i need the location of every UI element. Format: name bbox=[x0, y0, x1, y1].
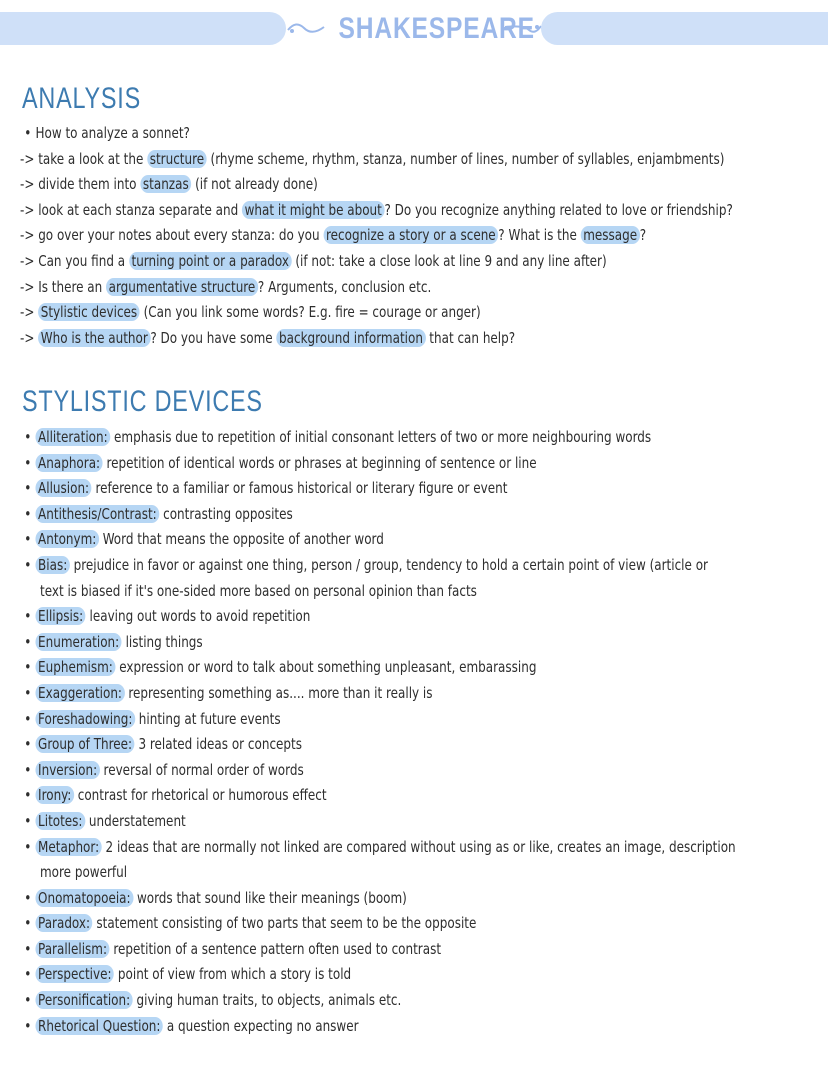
device-item bbox=[20, 681, 828, 707]
device-term: Perspective: bbox=[35, 965, 114, 983]
device-definition: Word that means the opposite of another word bbox=[98, 530, 384, 549]
bullet: • bbox=[24, 837, 32, 856]
device-term: Irony: bbox=[35, 786, 73, 804]
device-term: Euphemism: bbox=[35, 658, 115, 676]
highlighted-phrase: argumentative structure bbox=[106, 278, 258, 296]
bullet: • bbox=[24, 632, 32, 651]
line-prefix: -> bbox=[20, 226, 39, 245]
bullet: • bbox=[24, 428, 32, 446]
device-item bbox=[20, 527, 828, 553]
line-text: ? Do you recognize anything related to love or friendship? bbox=[384, 200, 733, 219]
line-text: (Can you link some words? E.g. fire = courage or anger) bbox=[139, 303, 481, 322]
bullet: • bbox=[24, 683, 32, 702]
device-term: Ellipsis: bbox=[35, 607, 85, 625]
device-continuation-text: more powerful bbox=[40, 863, 128, 882]
device-definition: reference to a familiar or famous historical or literary figure or event bbox=[91, 479, 508, 498]
device-definition: contrasting opposites bbox=[159, 504, 293, 523]
device-item-text bbox=[20, 630, 203, 656]
bullet: • bbox=[24, 607, 32, 626]
device-item-text bbox=[20, 962, 351, 988]
device-item-text bbox=[20, 809, 186, 835]
device-definition: leaving out words to avoid repetition bbox=[85, 607, 311, 626]
line-prefix: -> bbox=[20, 303, 39, 322]
device-term: Litotes: bbox=[35, 812, 85, 830]
analysis-line-text bbox=[20, 249, 607, 275]
device-term: Antithesis/Contrast: bbox=[35, 505, 159, 523]
line-text: ? bbox=[639, 226, 647, 245]
swirl-left-icon bbox=[286, 18, 326, 38]
analysis-heading: ANALYSIS bbox=[22, 82, 141, 115]
stylistic-devices-heading: STYLISTIC DEVICES bbox=[22, 385, 263, 418]
bullet: • bbox=[24, 888, 32, 907]
device-definition: representing something as.... more than it really is bbox=[124, 683, 433, 702]
bullet: • bbox=[24, 991, 32, 1010]
highlighted-phrase: stanzas bbox=[140, 175, 191, 193]
line-text: look at each stanza separate and bbox=[38, 200, 243, 219]
device-item bbox=[20, 783, 828, 809]
device-term: Rhetorical Question: bbox=[35, 1017, 163, 1035]
device-item bbox=[20, 707, 828, 733]
device-item-text bbox=[20, 681, 433, 707]
device-definition: words that sound like their meanings (boom) bbox=[133, 888, 407, 907]
bullet: • bbox=[24, 735, 32, 754]
bullet: • bbox=[24, 453, 32, 472]
line-prefix: -> bbox=[20, 175, 39, 194]
bullet: • bbox=[24, 504, 32, 523]
analysis-line bbox=[20, 147, 828, 173]
device-item-text bbox=[20, 553, 708, 579]
line-text: How to analyze a sonnet? bbox=[35, 124, 190, 142]
device-term: Paradox: bbox=[35, 914, 92, 932]
device-item bbox=[20, 553, 828, 579]
device-definition: repetition of a sentence pattern often used to contrast bbox=[109, 939, 442, 958]
analysis-line bbox=[20, 121, 828, 147]
highlighted-phrase: Who is the author bbox=[38, 329, 150, 347]
bullet: • bbox=[24, 760, 32, 779]
bullet: • bbox=[24, 530, 32, 549]
line-text: (rhyme scheme, rhythm, stanza, number of lines, number of syllables, enjambments) bbox=[206, 149, 725, 168]
device-definition: reversal of normal order of words bbox=[99, 760, 304, 779]
line-text: (if not already done) bbox=[191, 175, 318, 194]
highlighted-phrase: turning point or a paradox bbox=[129, 252, 292, 270]
line-text: that can help? bbox=[425, 328, 516, 347]
device-item bbox=[20, 835, 828, 861]
analysis-line-text bbox=[20, 300, 481, 326]
device-definition: point of view from which a story is told bbox=[114, 965, 352, 984]
line-prefix: -> bbox=[20, 149, 39, 168]
analysis-line bbox=[20, 249, 828, 275]
banner-right-bar bbox=[541, 12, 828, 45]
device-item-text bbox=[20, 783, 327, 809]
device-item bbox=[20, 1014, 828, 1040]
device-definition: emphasis due to repetition of initial consonant letters of two or more neighbouring words bbox=[110, 428, 652, 446]
line-text: ? What is the bbox=[498, 226, 581, 245]
device-item bbox=[20, 758, 828, 784]
highlighted-phrase: recognize a story or a scene bbox=[323, 226, 498, 244]
line-text: ? Do you have some bbox=[150, 328, 277, 347]
device-item bbox=[20, 630, 828, 656]
bullet: • bbox=[24, 939, 32, 958]
analysis-line-text bbox=[20, 172, 318, 198]
analysis-line-text bbox=[20, 121, 190, 147]
device-term: Enumeration: bbox=[35, 633, 121, 651]
device-item bbox=[20, 655, 828, 681]
device-item-text bbox=[20, 476, 507, 502]
device-item bbox=[20, 911, 828, 937]
line-prefix: -> bbox=[20, 277, 39, 296]
line-prefix: -> bbox=[20, 200, 39, 219]
analysis-line bbox=[20, 223, 828, 249]
bullet: • bbox=[24, 1016, 32, 1035]
line-text: (if not: take a close look at line 9 and any line after) bbox=[291, 251, 607, 270]
device-item bbox=[20, 937, 828, 963]
line-prefix: -> bbox=[20, 328, 39, 347]
device-item bbox=[20, 425, 828, 451]
analysis-line bbox=[20, 198, 828, 224]
device-definition: 3 related ideas or concepts bbox=[134, 735, 302, 754]
device-item-text bbox=[20, 502, 293, 528]
device-term: Inversion: bbox=[35, 761, 99, 779]
device-item bbox=[20, 886, 828, 912]
device-item-text bbox=[20, 1014, 359, 1040]
device-definition: understatement bbox=[85, 811, 186, 830]
line-prefix: • bbox=[24, 124, 32, 142]
analysis-line bbox=[20, 326, 828, 352]
device-definition: contrast for rhetorical or humorous effect bbox=[73, 786, 327, 805]
device-item-text bbox=[20, 937, 441, 963]
device-item bbox=[20, 988, 828, 1014]
device-term: Group of Three: bbox=[35, 735, 134, 753]
device-definition: prejudice in favor or against one thing, person / group, tendency to hold a certain point of view (article or bbox=[69, 555, 708, 574]
bullet: • bbox=[24, 965, 32, 984]
line-text: take a look at the bbox=[38, 149, 148, 168]
highlighted-phrase: message bbox=[581, 226, 640, 244]
device-item-text bbox=[20, 835, 736, 861]
device-term: Bias: bbox=[35, 556, 69, 574]
device-term: Onomatopoeia: bbox=[35, 889, 133, 907]
analysis-list bbox=[20, 121, 828, 351]
bullet: • bbox=[24, 709, 32, 728]
device-item-text bbox=[20, 732, 302, 758]
bullet: • bbox=[24, 811, 32, 830]
device-item-text bbox=[20, 988, 401, 1014]
analysis-line-text bbox=[20, 147, 724, 173]
device-definition: a question expecting no answer bbox=[163, 1016, 359, 1035]
device-term: Personification: bbox=[35, 991, 132, 1009]
device-term: Allusion: bbox=[35, 479, 91, 497]
line-text: ? Arguments, conclusion etc. bbox=[257, 277, 432, 296]
device-item-text bbox=[20, 604, 310, 630]
device-term: Alliteration: bbox=[35, 428, 110, 446]
device-term: Anaphora: bbox=[35, 454, 102, 472]
line-text: divide them into bbox=[38, 175, 141, 194]
device-item bbox=[20, 732, 828, 758]
analysis-line-text bbox=[20, 198, 733, 224]
highlighted-phrase: background information bbox=[276, 329, 425, 347]
device-definition: statement consisting of two parts that seem to be the opposite bbox=[92, 914, 477, 933]
device-definition: listing things bbox=[121, 632, 203, 651]
device-definition: expression or word to talk about something unpleasant, embarassing bbox=[115, 658, 537, 677]
device-item-text bbox=[20, 758, 304, 784]
device-term: Foreshadowing: bbox=[35, 710, 134, 728]
title-banner bbox=[0, 12, 828, 46]
bullet: • bbox=[24, 479, 32, 498]
page-title: SHAKESPEARE bbox=[338, 12, 535, 45]
stylistic-devices-list bbox=[20, 425, 828, 1039]
device-item-text bbox=[20, 911, 476, 937]
device-definition: repetition of identical words or phrases at beginning of sentence or line bbox=[102, 453, 537, 472]
device-item-text bbox=[20, 655, 536, 681]
line-prefix: -> bbox=[20, 251, 39, 270]
line-text: Is there an bbox=[38, 277, 107, 296]
bullet: • bbox=[24, 786, 32, 805]
line-text: go over your notes about every stanza: do you bbox=[38, 226, 324, 245]
device-continuation-text: text is biased if it's one-sided more based on personal opinion than facts bbox=[40, 581, 477, 600]
device-item-continuation bbox=[20, 860, 828, 886]
device-definition: 2 ideas that are normally not linked are compared without using as or like, creates an image, description bbox=[101, 837, 736, 856]
device-item bbox=[20, 476, 828, 502]
device-item-text bbox=[20, 425, 651, 451]
analysis-line bbox=[20, 300, 828, 326]
analysis-line-text bbox=[20, 275, 431, 301]
analysis-line-text bbox=[20, 223, 646, 249]
device-item bbox=[20, 809, 828, 835]
device-definition: hinting at future events bbox=[134, 709, 281, 728]
device-item-text bbox=[20, 527, 384, 553]
device-term: Metaphor: bbox=[35, 838, 101, 856]
banner-left-bar bbox=[0, 12, 286, 45]
device-item bbox=[20, 451, 828, 477]
device-item-continuation bbox=[20, 579, 828, 605]
analysis-line bbox=[20, 275, 828, 301]
device-term: Exaggeration: bbox=[35, 684, 124, 702]
device-definition: giving human traits, to objects, animals etc. bbox=[132, 991, 402, 1010]
swirl-right-icon bbox=[503, 18, 543, 38]
bullet: • bbox=[24, 658, 32, 677]
bullet: • bbox=[24, 914, 32, 933]
device-item-text bbox=[20, 707, 281, 733]
device-item-text bbox=[20, 886, 407, 912]
highlighted-phrase: structure bbox=[147, 150, 207, 168]
device-term: Parallelism: bbox=[35, 940, 109, 958]
bullet: • bbox=[24, 555, 32, 574]
highlighted-phrase: what it might be about bbox=[242, 201, 384, 219]
device-item bbox=[20, 962, 828, 988]
highlighted-phrase: Stylistic devices bbox=[38, 303, 140, 321]
device-item bbox=[20, 502, 828, 528]
analysis-line bbox=[20, 172, 828, 198]
device-term: Antonym: bbox=[35, 530, 98, 548]
line-text: Can you find a bbox=[38, 251, 129, 270]
device-item bbox=[20, 604, 828, 630]
analysis-line-text bbox=[20, 326, 515, 352]
device-item-text bbox=[20, 451, 537, 477]
